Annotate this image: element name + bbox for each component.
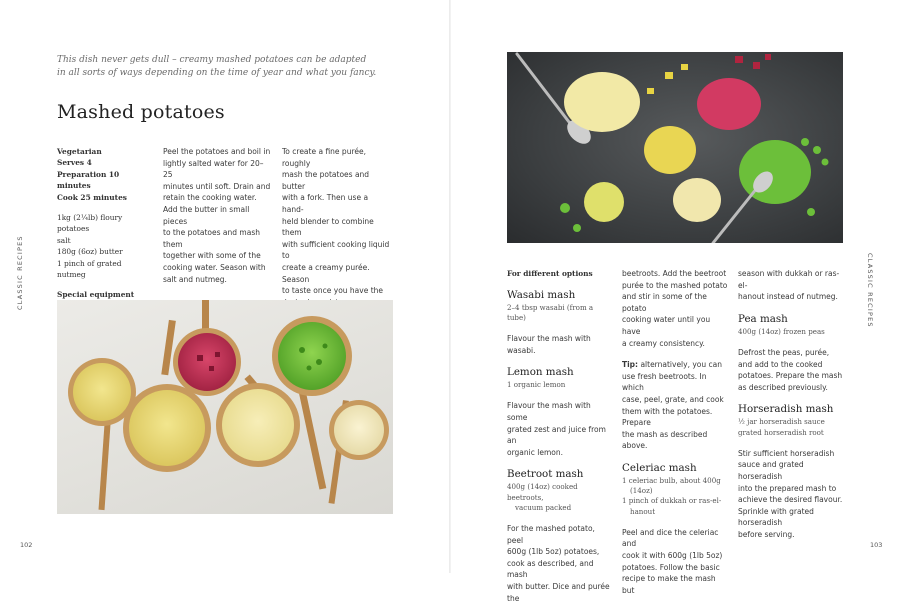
method-line: with a fork. Then use a hand-: [282, 193, 369, 214]
method-line: to the potatoes and mash them: [163, 228, 260, 249]
lemon-heading: Lemon mash: [507, 366, 574, 379]
horseradish-body-line: Sprinkle with grated horseradish: [738, 506, 814, 528]
mash-dark-illustration: [507, 52, 843, 243]
pea-heading: Pea mash: [738, 312, 788, 325]
method-line: create a creamy purée. Season: [282, 262, 370, 284]
beetroot-cont-line: beetroots. Add the beetroot: [622, 269, 727, 278]
tip-line: them with the potatoes. Prepare: [622, 406, 713, 428]
tip-line: the mash as described above.: [622, 429, 708, 451]
wasabi-heading: Wasabi mash: [507, 288, 576, 301]
celeriac-ingredient: [622, 486, 728, 496]
method-line: minutes until soft. Drain and: [163, 181, 271, 191]
ingredient-item: salt: [57, 235, 71, 245]
beetroot-body-line: with butter. Dice and purée the: [507, 581, 610, 603]
celeriac-cont-line: season with dukkah or ras-el-: [738, 269, 840, 290]
method-line: together with some of the: [163, 251, 261, 261]
beetroot-heading: Beetroot mash: [507, 468, 584, 481]
celeriac-ingredient: [622, 507, 728, 517]
beetroot-body-line: cook as described, and mash: [507, 558, 594, 580]
method-line: salt and nutmeg.: [163, 274, 227, 284]
beetroot-cont-line: purée to the mashed potato: [622, 280, 728, 290]
tip-line: case, peel, grate, and cook: [622, 394, 724, 404]
beetroot-cont-line: a creamy consistency.: [622, 338, 705, 348]
tip-label: Tip:: [622, 360, 639, 370]
serves-label: Serves 4: [57, 158, 92, 168]
tip-first-text: alternatively, you can: [638, 360, 722, 370]
diet-label: Vegetarian: [57, 147, 102, 156]
mash-dark-photo: [507, 52, 843, 243]
lemon-ingredient: 1 organic lemon: [507, 380, 566, 390]
method-line: To create a fine purée, roughly: [282, 147, 366, 168]
horseradish-body-line: achieve the desired flavour.: [738, 495, 843, 505]
section-label-right: CLASSIC RECIPES: [866, 253, 874, 328]
celeriac-body-line: Peel and dice the celeriac and: [622, 527, 719, 549]
tip-line: [622, 359, 728, 371]
cook-time: Cook 25 minutes: [57, 192, 127, 202]
beetroot-cont-line: and stir in some of the potato: [622, 292, 707, 313]
recipe-title: Mashed potatoes: [57, 101, 225, 123]
pans-illustration: [57, 300, 393, 514]
celeriac-body-line: recipe to make the mash but: [622, 574, 716, 595]
celeriac-ingredient-cont: (14oz): [630, 486, 653, 496]
beetroot-ingredient: 400g (14oz) cooked beetroots,: [507, 482, 578, 502]
beetroot-cont-line: cooking water until you have: [622, 315, 711, 336]
method-line: with sufficient cooking liquid to: [282, 239, 390, 261]
method-column-1: [163, 146, 271, 285]
method-line: to taste once you have the: [282, 286, 384, 296]
options-column-3: [738, 268, 844, 541]
pea-body-line: as described previously.: [738, 382, 828, 392]
lemon-body-line: organic lemon.: [507, 447, 563, 457]
prep-time: Preparation 10 minutes: [57, 169, 120, 191]
pea-body-line: and add to the cooked: [738, 359, 823, 369]
page-number-left: 102: [20, 541, 33, 549]
method-line: retain the cooking water.: [163, 193, 257, 203]
equipment-heading: Special equipment: [57, 290, 135, 300]
beetroot-ingredient: [507, 503, 613, 513]
beetroot-body-line: 600g (1lb 5oz) potatoes,: [507, 547, 600, 557]
method-line: lightly salted water for 20–25: [163, 158, 264, 180]
method-line: mash the potatoes and butter: [282, 170, 370, 191]
horseradish-ingredient: ½ jar horseradish sauce: [738, 417, 825, 427]
method-line: cooking water. Season with: [163, 262, 266, 272]
intro-text: This dish never gets dull – creamy mashed potatoes can be adapted in all sorts of ways depending on the time of year and what you fancy.: [57, 55, 377, 78]
pans-photo: [57, 300, 393, 514]
celeriac-body-line: cook it with 600g (1lb 5oz): [622, 550, 723, 560]
section-label-left: CLASSIC RECIPES: [16, 235, 24, 310]
celeriac-ingredient-cont: hanout: [630, 506, 656, 516]
pea-body-line: potatoes. Prepare the mash: [738, 371, 843, 381]
wasabi-body: Flavour the mash with wasabi.: [507, 334, 591, 355]
lemon-body-line: grated zest and juice from an: [507, 424, 606, 446]
horseradish-body-line: before serving.: [738, 529, 795, 539]
horseradish-ingredient: grated horseradish root: [738, 427, 824, 437]
ingredient-item: 180g (6oz) butter: [57, 247, 123, 257]
horseradish-body-line: into the prepared mash to: [738, 483, 837, 493]
page-number-right: 103: [870, 541, 883, 549]
lemon-body-line: Flavour the mash with some: [507, 401, 591, 422]
tip-line: use fresh beetroots. In which: [622, 371, 707, 393]
horseradish-body-line: Stir sufficient horseradish: [738, 448, 835, 458]
celeriac-ingredient: 1 celeriac bulb, about 400g: [622, 475, 721, 485]
celeriac-ingredient: 1 pinch of dukkah or ras-el-: [622, 496, 722, 506]
beetroot-body-line: For the mashed potato, peel: [507, 523, 595, 545]
ingredient-item: 1kg (2¼lb) floury potatoes: [57, 213, 123, 234]
horseradish-heading: Horseradish mash: [738, 403, 834, 416]
method-line: held blender to combine them: [282, 216, 374, 238]
options-column-2: [622, 268, 728, 596]
method-line: Add the butter in small pieces: [163, 204, 250, 226]
beetroot-ingredient-cont: vacuum packed: [515, 502, 572, 512]
method-line: Peel the potatoes and boil in: [163, 147, 271, 156]
ingredient-item: 1 pinch of grated nutmeg: [57, 258, 122, 280]
pea-ingredient: 400g (14oz) frozen peas: [738, 326, 825, 336]
horseradish-body-line: sauce and grated horseradish: [738, 460, 804, 481]
celeriac-cont-line: hanout instead of nutmeg.: [738, 292, 838, 302]
celeriac-body-line: potatoes. Follow the basic: [622, 562, 720, 572]
options-column-1: [507, 268, 613, 604]
recipe-meta: [57, 146, 152, 312]
wasabi-ingredient: 2–4 tbsp wasabi (from a tube): [507, 302, 594, 322]
options-heading: For different options: [507, 269, 593, 278]
pea-body-line: Defrost the peas, purée,: [738, 347, 830, 357]
celeriac-heading: Celeriac mash: [622, 461, 697, 474]
method-column-2: [282, 146, 390, 308]
